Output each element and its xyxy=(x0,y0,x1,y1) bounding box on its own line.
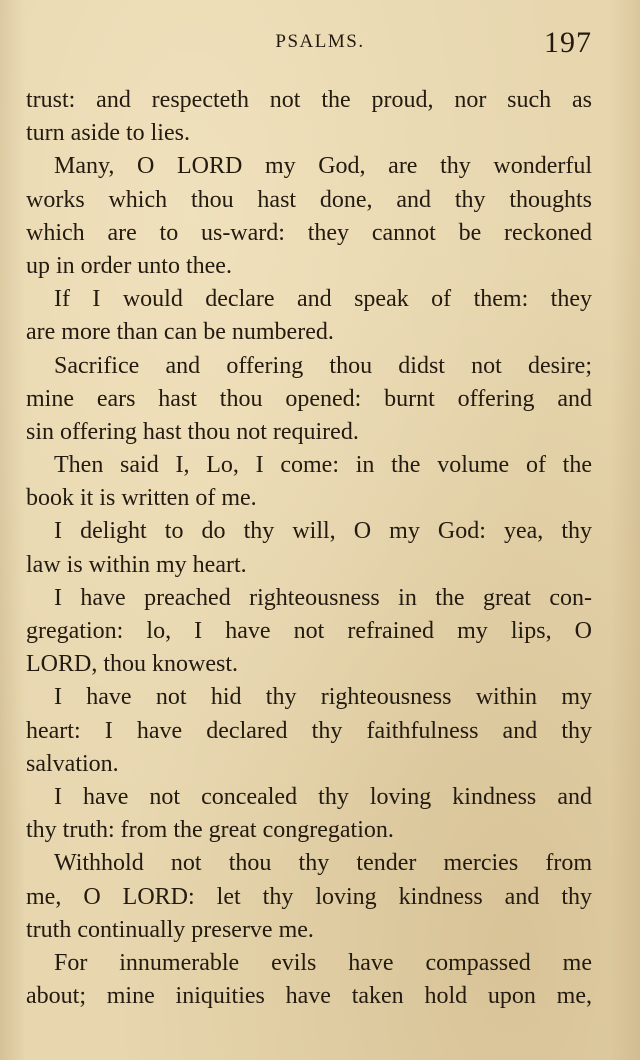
text-line: I have not concealed thy loving kindness and xyxy=(54,783,592,810)
psalm-text xyxy=(26,84,592,1013)
text-line: salvation. xyxy=(26,750,119,777)
text-line: I delight to do thy will, O my God: yea, thy xyxy=(54,518,592,545)
text-line: Sacrifice and offering thou didst not desire; xyxy=(54,352,592,379)
text-line: truth continually preserve me. xyxy=(26,916,314,943)
text-line: me, O LORD: let thy loving kindness and thy xyxy=(26,883,592,910)
text-line: I have preached righteousness in the great con- xyxy=(54,584,592,611)
text-line: works which thou hast done, and thy thoughts xyxy=(26,186,592,213)
text-line: gregation: lo, I have not refrained my lips, O xyxy=(26,618,592,644)
text-line: trust: and respecteth not the proud, nor such as xyxy=(26,87,592,113)
text-line: For innumerable evils have compassed me xyxy=(54,949,592,976)
text-line: mine ears hast thou opened: burnt offering and xyxy=(26,385,592,412)
text-line: I have not hid thy righteousness within my xyxy=(54,684,592,711)
text-line: Then said I, Lo, I come: in the volume of the xyxy=(54,452,592,479)
text-line: Many, O LORD my God, are thy wonderful xyxy=(54,153,592,180)
text-line: LORD, thou knowest. xyxy=(26,651,238,678)
text-line: which are to us-ward: they cannot be reckoned xyxy=(26,219,592,246)
text-line: If I would declare and speak of them: they xyxy=(54,286,592,313)
text-line: turn aside to lies. xyxy=(26,120,190,147)
text-line: law is within my heart. xyxy=(26,551,247,578)
text-line: heart: I have declared thy faithfulness and thy xyxy=(26,717,592,744)
text-line: are more than can be numbered. xyxy=(26,319,334,346)
page-header xyxy=(0,28,640,68)
text-line: about; mine iniquities have taken hold upon me, xyxy=(26,983,592,1010)
text-line: book it is written of me. xyxy=(26,485,257,512)
running-head: PSALMS. xyxy=(275,31,365,52)
text-line: up in order unto thee. xyxy=(26,252,232,279)
text-line: thy truth: from the great congregation. xyxy=(26,817,394,844)
text-line: sin offering hast thou not required. xyxy=(26,418,359,445)
page-number: 197 xyxy=(544,26,592,59)
text-line: Withhold not thou thy tender mercies from xyxy=(54,850,592,877)
